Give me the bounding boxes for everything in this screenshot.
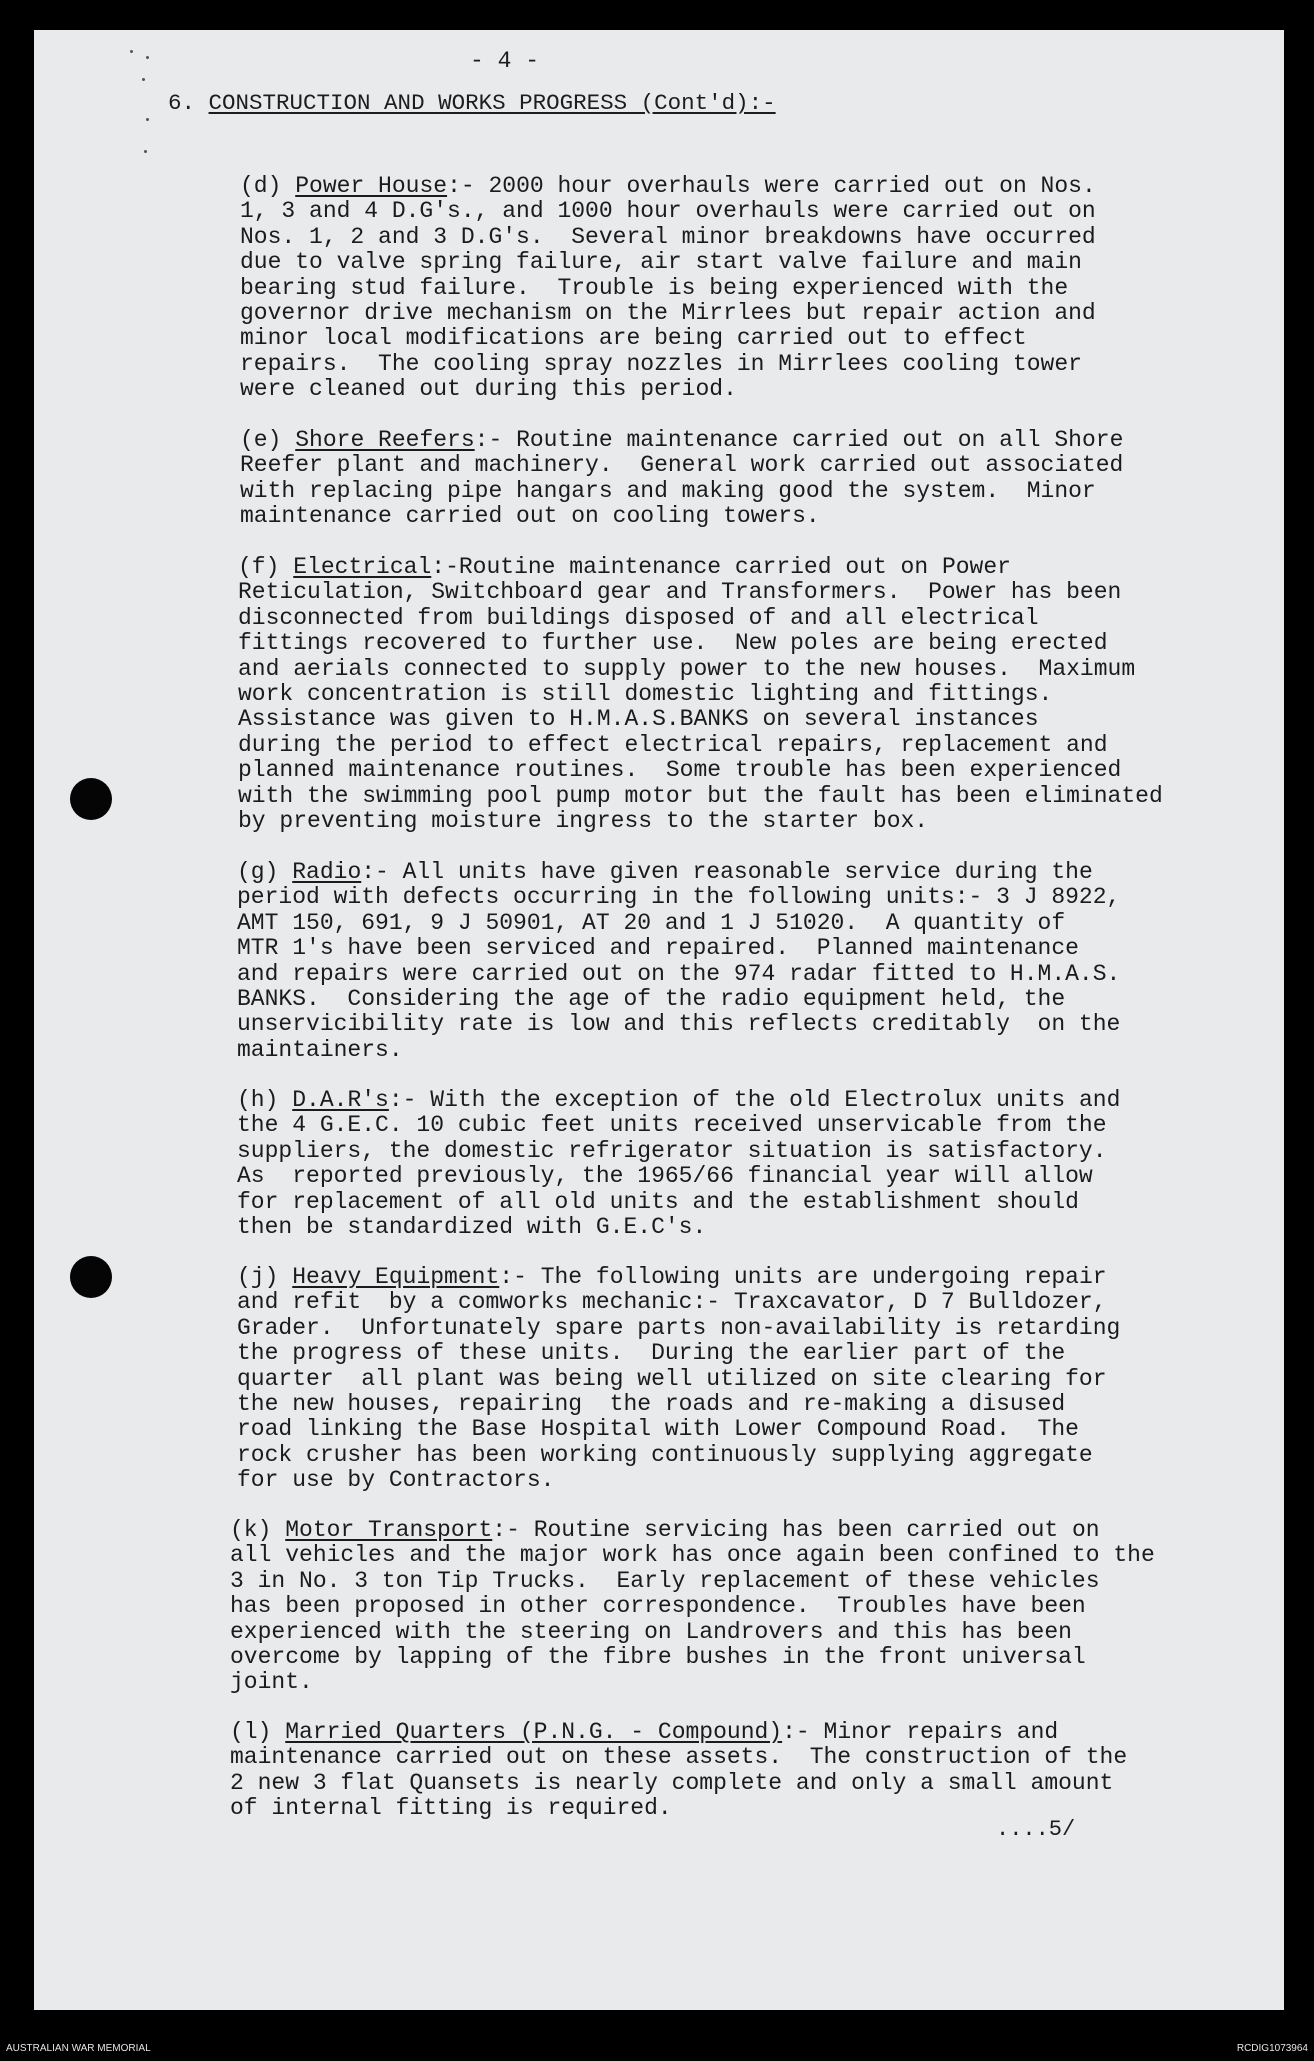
text-line: during the period to effect electrical repairs, replacement and [238,731,1108,758]
text-line: governor drive mechanism on the Mirrlees but repair action and [240,300,1096,327]
paragraph-title: Radio [292,859,362,885]
text-line: rock crusher has been working continuously supplying aggregate [237,1441,1093,1468]
text-line: joint. [230,1669,313,1696]
paragraph-label: (l) [230,1719,272,1745]
text-line: and aerials connected to supply power to the new houses. Maximum [238,655,1136,682]
paper-speck [146,118,149,121]
section-heading [168,90,776,116]
paragraph-first-line [237,1265,1120,1290]
text-line: As reported previously, the 1965/66 financial year will allow [237,1163,1093,1190]
text-line: BANKS. Considering the age of the radio equipment held, the [237,986,1066,1013]
text-line: Reticulation, Switchboard gear and Transformers. Power has been [238,579,1122,606]
text-line: :- Routine maintenance carried out on all Shore [474,427,1124,453]
text-line: Grader. Unfortunately spare parts non-availability is retarding [237,1314,1121,1341]
text-line: the progress of these units. During the earlier part of the [237,1340,1066,1367]
paper-speck [142,78,145,81]
paragraph-title: Married Quarters (P.N.G. - Compound) [285,1719,783,1745]
paragraph-first-line [237,860,1120,885]
text-line: all vehicles and the major work has once again been confined to the [230,1542,1155,1569]
paragraph-label: (d) [240,173,282,199]
text-line: period with defects occurring in the following units:- 3 J 8922, [237,884,1121,911]
text-line: for replacement of all old units and the establishment should [237,1188,1079,1215]
text-line: disconnected from buildings disposed of and all electrical [238,604,1039,631]
text-line: has been proposed in other correspondence. Troubles have been [230,1593,1086,1620]
paragraph-label: (e) [240,427,282,453]
paragraph-title: Heavy Equipment [292,1264,500,1290]
text-line: by preventing moisture ingress to the starter box. [238,808,929,835]
paragraph-motor-transport [230,1518,1155,1696]
paragraph-label: (g) [237,859,279,885]
text-line: with replacing pipe hangars and making good the system. Minor [240,477,1096,504]
text-line: MTR 1's have been serviced and repaired. Planned maintenance [237,935,1079,962]
text-line: maintenance carried out on these assets. The construction of the [230,1744,1128,1771]
paragraph-power-house [240,174,1096,403]
text-line: :- With the exception of the old Electrolux units and [388,1087,1121,1113]
paragraph-dars [237,1088,1120,1240]
text-line: Nos. 1, 2 and 3 D.G's. Several minor breakdowns have occurred [240,223,1096,250]
text-line: of internal fitting is required. [230,1795,672,1822]
text-line: :- Routine servicing has been carried out on [492,1517,1100,1543]
text-line: then be standardized with G.E.C's. [237,1214,707,1241]
text-line: :- 2000 hour overhauls were carried out on Nos. [447,173,1096,199]
paper-speck [130,50,133,53]
text-line: due to valve spring failure, air start valve failure and main [240,249,1082,276]
paragraph-first-line [240,428,1123,453]
paragraph-first-line [238,555,1163,580]
text-line: maintainers. [237,1036,403,1063]
archive-footer-right: RCDIG1073964 [1236,2043,1308,2054]
paragraph-label: (k) [230,1517,272,1543]
text-line: unservicibility rate is low and this reflects creditably on the [237,1011,1121,1038]
paragraph-title: Electrical [293,554,432,580]
text-line: work concentration is still domestic lighting and fittings. [238,681,1053,708]
text-line: 2 new 3 flat Quansets is nearly complete and only a small amount [230,1769,1114,1796]
paragraph-shore-reefers [240,428,1123,530]
text-line: planned maintenance routines. Some trouble has been experienced [238,757,1122,784]
paper-speck [144,150,147,153]
paragraph-married-quarters [230,1720,1127,1822]
text-line: repairs. The cooling spray nozzles in Mirrlees cooling tower [240,350,1082,377]
paragraph-title: Power House [295,173,448,199]
text-line: minor local modifications are being carried out to effect [240,325,1027,352]
text-line: with the swimming pool pump motor but the fault has been eliminated [238,782,1163,809]
paragraph-label: (j) [237,1264,279,1290]
section-title: CONSTRUCTION AND WORKS PROGRESS (Cont'd):- [208,90,776,116]
text-line: and refit by a comworks mechanic:- Traxcavator, D 7 Bulldozer, [237,1289,1107,1316]
archive-footer-left: AUSTRALIAN WAR MEMORIAL [6,2043,151,2054]
paragraph-first-line [240,174,1096,199]
text-line: the 4 G.E.C. 10 cubic feet units received unservicable from the [237,1112,1107,1139]
text-line: :- All units have given reasonable service during the [361,859,1093,885]
paragraph-first-line [230,1720,1127,1745]
paragraph-first-line [230,1518,1155,1543]
text-line: :- The following units are undergoing repair [499,1264,1107,1290]
text-line: 1, 3 and 4 D.G's., and 1000 hour overhauls were carried out on [240,198,1096,225]
paragraph-label: (h) [237,1087,279,1113]
section-number: 6. [168,90,196,116]
punch-hole [70,1256,112,1298]
text-line: were cleaned out during this period. [240,376,737,403]
paper-speck [146,56,149,59]
paragraph-title: D.A.R's [292,1087,389,1113]
text-line: road linking the Base Hospital with Lower Compound Road. The [237,1416,1079,1443]
paragraph-heavy-equipment [237,1265,1120,1494]
text-line: for use by Contractors. [237,1467,555,1494]
text-line: and repairs were carried out on the 974 radar fitted to H.M.A.S. [237,960,1121,987]
paragraph-label: (f) [238,554,280,580]
text-line: Reefer plant and machinery. General work carried out associated [240,452,1124,479]
paragraph-radio [237,860,1120,1063]
text-line: overcome by lapping of the fibre bushes in the front universal [230,1644,1086,1671]
text-line: Assistance was given to H.M.A.S.BANKS on several instances [238,706,1039,733]
text-line: experienced with the steering on Landrovers and this has been [230,1618,1072,1645]
paragraph-first-line [237,1088,1120,1113]
paragraph-title: Motor Transport [285,1517,493,1543]
text-line: the new houses, repairing the roads and re-making a disused [237,1391,1066,1418]
text-line: 3 in No. 3 ton Tip Trucks. Early replacement of these vehicles [230,1567,1100,1594]
text-line: fittings recovered to further use. New poles are being erected [238,630,1108,657]
paragraph-title: Shore Reefers [295,427,475,453]
text-line: AMT 150, 691, 9 J 50901, AT 20 and 1 J 51020. A quantity of [237,909,1066,936]
text-line: :-Routine maintenance carried out on Power [431,554,1011,580]
page-number: - 4 - [470,48,540,74]
text-line: bearing stud failure. Trouble is being experienced with the [240,274,1069,301]
text-line: :- Minor repairs and [782,1719,1059,1745]
text-line: quarter all plant was being well utilized on site clearing for [237,1365,1107,1392]
punch-hole [70,778,112,820]
continuation-marker: ....5/ [996,1817,1076,1842]
paragraph-electrical [238,555,1163,834]
text-line: suppliers, the domestic refrigerator situation is satisfactory. [237,1137,1107,1164]
text-line: maintenance carried out on cooling towers. [240,503,820,530]
